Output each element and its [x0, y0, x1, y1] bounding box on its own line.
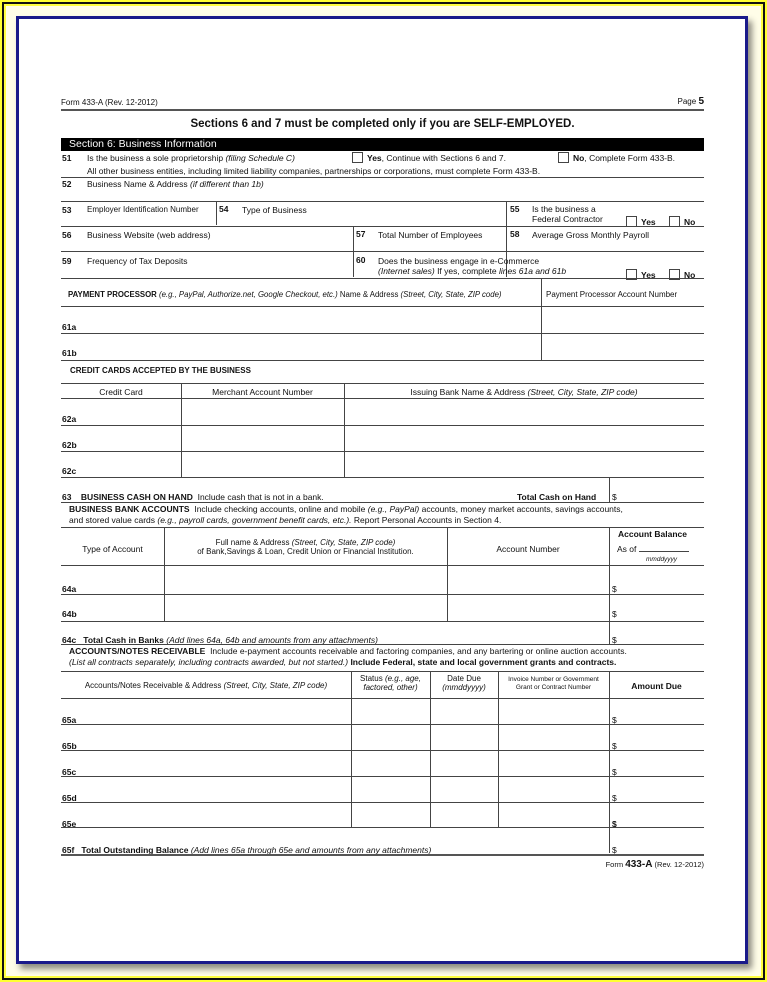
total-outstanding-balance-field[interactable]: $ [612, 845, 617, 855]
receivables-col2-italic2: factored, other) [363, 683, 418, 692]
q58-label: Average Gross Monthly Payroll [532, 230, 650, 240]
receivables-bold2: Include Federal, state and local government grants and contracts. [348, 657, 617, 667]
q57-label: Total Number of Employees [378, 230, 483, 240]
page-number: 5 [698, 96, 704, 107]
row-65a-label: 65a [62, 715, 77, 725]
row-65c-label: 65c [62, 767, 77, 777]
bank-accounts-col2-line1: Full name & Address [215, 538, 292, 547]
bank-accounts-description [69, 504, 704, 526]
q51-yes-option[interactable] [352, 152, 506, 163]
q52-italic: (if different than 1b) [190, 179, 264, 189]
section-header: Section 6: Business Information [61, 138, 704, 151]
row-65b-amount[interactable]: $ [612, 741, 617, 751]
receivables-total-num: 65f [62, 845, 75, 855]
footer-rev: (Rev. 12-2012) [654, 860, 704, 869]
date-format-hint [646, 556, 677, 563]
col-date-due [430, 674, 498, 692]
form-id: Form 433-A (Rev. 12-2012) [61, 98, 158, 107]
q63-text: Include cash that is not in a bank. [197, 492, 324, 502]
receivables-label: ACCOUNTS/NOTES RECEIVABLE [69, 646, 206, 656]
bank-accounts-text1: Include checking accounts, online and mobile [194, 504, 368, 514]
q63-num: 63 [62, 492, 72, 502]
divider [61, 854, 704, 856]
col-bank-name-address [164, 538, 447, 556]
receivables-col4-line2: Grant or Contract Number [515, 684, 592, 691]
col-account-balance: Account Balance [618, 529, 687, 539]
divider [61, 226, 704, 227]
footer-prefix: Form [605, 860, 624, 869]
column-divider [609, 477, 610, 503]
q63-row [62, 492, 324, 502]
payment-processor-label: PAYMENT PROCESSOR [68, 290, 157, 299]
col-receivable-address [61, 681, 351, 690]
total-cash-on-hand-field[interactable]: $ [612, 492, 617, 502]
bank-accounts-label: BUSINESS BANK ACCOUNTS [69, 504, 190, 514]
row-65b-label: 65b [62, 741, 77, 751]
bank-accounts-total-label: Total Cash in Banks [83, 635, 164, 645]
q57-num: 57 [356, 229, 366, 239]
bank-accounts-total-italic: (Add lines 64a, 64b and amounts from any attachments) [166, 635, 378, 645]
divider [61, 278, 704, 279]
receivable-fields[interactable] [61, 699, 609, 827]
q60-line2-italic2: lines 61a and 61b [498, 266, 567, 276]
q55-yes: Yes [641, 217, 656, 227]
q60-label-2 [378, 266, 566, 276]
q60-line2-italic: (Internet sales) [378, 266, 435, 276]
row-62b-label: 62b [62, 440, 77, 450]
credit-cards-col3-italic: (Street, City, State, ZIP code) [527, 387, 638, 397]
q51-no-text: , Complete Form 433-B. [584, 153, 676, 163]
credit-card-fields[interactable] [61, 399, 704, 477]
receivables-col3-italic: (mmddyyyy) [442, 683, 486, 692]
receivables-description [69, 646, 709, 668]
col-account-number: Account Number [496, 544, 560, 554]
row-61b-label: 61b [62, 348, 77, 358]
q51-text: Is the business a sole proprietorship [87, 153, 224, 163]
receivables-total-label: Total Outstanding Balance [81, 845, 189, 855]
row-62a-label: 62a [62, 414, 77, 424]
q55-no: No [684, 217, 696, 227]
row-62c-label: 62c [62, 466, 77, 476]
q52-num: 52 [62, 179, 72, 189]
q51-yes-checkbox[interactable] [352, 152, 363, 163]
q53-label: Employer Identification Number [87, 205, 199, 214]
divider [61, 527, 704, 528]
row-65e-amount[interactable]: $ [612, 819, 617, 829]
q56-label: Business Website (web address) [87, 230, 211, 240]
row-64b-balance[interactable]: $ [612, 609, 617, 619]
column-divider [609, 527, 610, 644]
footer-form-id [606, 859, 704, 870]
q52-text: Business Name & Address [87, 179, 188, 189]
bank-accounts-text2: accounts, money market accounts, savings accounts, [419, 504, 623, 514]
row-65a-amount[interactable]: $ [612, 715, 617, 725]
row-65e-label: 65e [62, 819, 77, 829]
divider [61, 201, 704, 202]
q60-num: 60 [356, 255, 366, 265]
col-issuing-bank [344, 387, 704, 397]
bank-accounts-text3: and stored value cards [69, 515, 158, 525]
q55-label-1: Is the business a [532, 204, 596, 214]
divider [61, 671, 704, 672]
divider [61, 621, 704, 622]
col-credit-card: Credit Card [99, 387, 143, 397]
q60-label-1: Does the business engage in e-Commerce [378, 256, 540, 266]
bank-accounts-italic2: (e.g., payroll cards, government benefit cards, etc.). [157, 515, 352, 525]
q51-note: All other business entities, including limited liability companies, partnerships or corporations, must complete Form 433-B. [87, 166, 541, 176]
total-cash-in-banks-field[interactable]: $ [612, 635, 617, 645]
row-64a-balance[interactable]: $ [612, 584, 617, 594]
q60-line2: If yes, complete [434, 266, 499, 276]
row-61b-name-field[interactable] [61, 334, 541, 360]
credit-cards-title: CREDIT CARDS ACCEPTED BY THE BUSINESS [70, 366, 251, 375]
q52-field[interactable] [61, 190, 704, 200]
row-65c-amount[interactable]: $ [612, 767, 617, 777]
q51-yes-text: , Continue with Sections 6 and 7. [381, 153, 506, 163]
column-divider [216, 201, 217, 225]
receivables-total-italic: (Add lines 65a through 65e and amounts from any attachments) [190, 845, 432, 855]
divider [61, 360, 704, 361]
row-61a-name-field[interactable] [61, 307, 541, 333]
receivables-col4-line1: Invoice Number or Government [508, 676, 599, 683]
bank-accounts-total-num: 64c [62, 635, 77, 645]
total-cash-on-hand-label: Total Cash on Hand [517, 492, 597, 502]
page-title: Sections 6 and 7 must be completed only if you are SELF-EMPLOYED. [190, 118, 575, 130]
q54-label: Type of Business [242, 205, 307, 215]
page-label: Page [677, 97, 697, 106]
page-indicator [678, 96, 704, 107]
bank-accounts-col2-line2: of Bank,Savings & Loan, Credit Union or Financial Institution. [197, 547, 414, 556]
divider [61, 251, 704, 252]
bank-accounts-date-hint: mmddyyyy [646, 556, 678, 563]
q54-num: 54 [219, 204, 229, 214]
divider [61, 502, 704, 503]
q51-num: 51 [62, 153, 72, 163]
col-amount-due: Amount Due [631, 681, 682, 691]
q51-italic: (filing Schedule C) [225, 153, 295, 163]
payment-processor-italic: (e.g., PayPal, Authorize.net, Google Checkout, etc.) [159, 290, 338, 299]
row-61a-label: 61a [62, 322, 77, 332]
q59-label: Frequency of Tax Deposits [87, 256, 188, 266]
as-of-date[interactable] [617, 544, 689, 554]
receivables-col2: Status [360, 674, 385, 683]
bank-accounts-text4: Report Personal Accounts in Section 4. [351, 515, 502, 525]
q60-yes: Yes [641, 270, 656, 280]
row-65d-amount[interactable]: $ [612, 793, 617, 803]
q56-num: 56 [62, 230, 72, 240]
footer-form: 433-A [625, 859, 653, 870]
divider [61, 383, 704, 384]
divider [61, 644, 704, 645]
q55-num: 55 [510, 204, 520, 214]
q51-no-label: No [573, 153, 585, 163]
row-64a-label: 64a [62, 584, 77, 594]
receivables-col1: Accounts/Notes Receivable & Address [84, 681, 224, 690]
receivables-col1-italic: (Street, City, State, ZIP code) [223, 681, 328, 690]
divider [61, 109, 704, 111]
col-invoice-number [498, 676, 609, 692]
bank-accounts-col2-line1-italic: (Street, City, State, ZIP code) [291, 538, 396, 547]
bank-account-fields[interactable] [61, 566, 609, 621]
q60-no: No [684, 270, 696, 280]
q51-yes-label: Yes [367, 153, 382, 163]
col-status [351, 674, 430, 692]
col-merchant-account: Merchant Account Number [212, 387, 313, 397]
q52-label [87, 179, 264, 189]
payment-processor-header [68, 290, 502, 299]
q53-num: 53 [62, 205, 72, 215]
q51-no-option[interactable] [558, 152, 675, 163]
credit-cards-col3: Issuing Bank Name & Address [410, 387, 526, 397]
q58-num: 58 [510, 229, 520, 239]
row-61a-account-field[interactable] [542, 307, 704, 333]
receivables-text1: Include e-payment accounts receivable and factoring companies, and any bartering or online auction accounts. [210, 646, 627, 656]
payment-processor-text: Name & Address [337, 290, 401, 299]
q63-label: BUSINESS CASH ON HAND [80, 492, 193, 502]
row-61b-account-field[interactable] [542, 334, 704, 360]
row-64b-label: 64b [62, 609, 77, 619]
divider [61, 477, 704, 478]
receivables-col2-italic1: (e.g., age, [384, 674, 421, 683]
q51-no-checkbox[interactable] [558, 152, 569, 163]
divider [61, 827, 704, 828]
q51-num [62, 153, 71, 163]
divider [61, 177, 704, 178]
bank-accounts-as-of: As of [617, 544, 637, 554]
q55-label-2: Federal Contractor [532, 214, 603, 224]
receivables-col3: Date Due [447, 674, 481, 683]
q59-num: 59 [62, 256, 72, 266]
col-type-of-account: Type of Account [82, 544, 143, 554]
receivables-italic1: (List all contracts separately, including contracts awarded, but not started.) [69, 657, 349, 667]
row-65d-label: 65d [62, 793, 77, 803]
bank-accounts-italic1: (e.g., PayPal) [367, 504, 420, 514]
q51-question [87, 153, 295, 163]
payment-processor-italic2: (Street, City, State, ZIP code) [400, 290, 502, 299]
payment-processor-account-header: Payment Processor Account Number [546, 290, 678, 299]
